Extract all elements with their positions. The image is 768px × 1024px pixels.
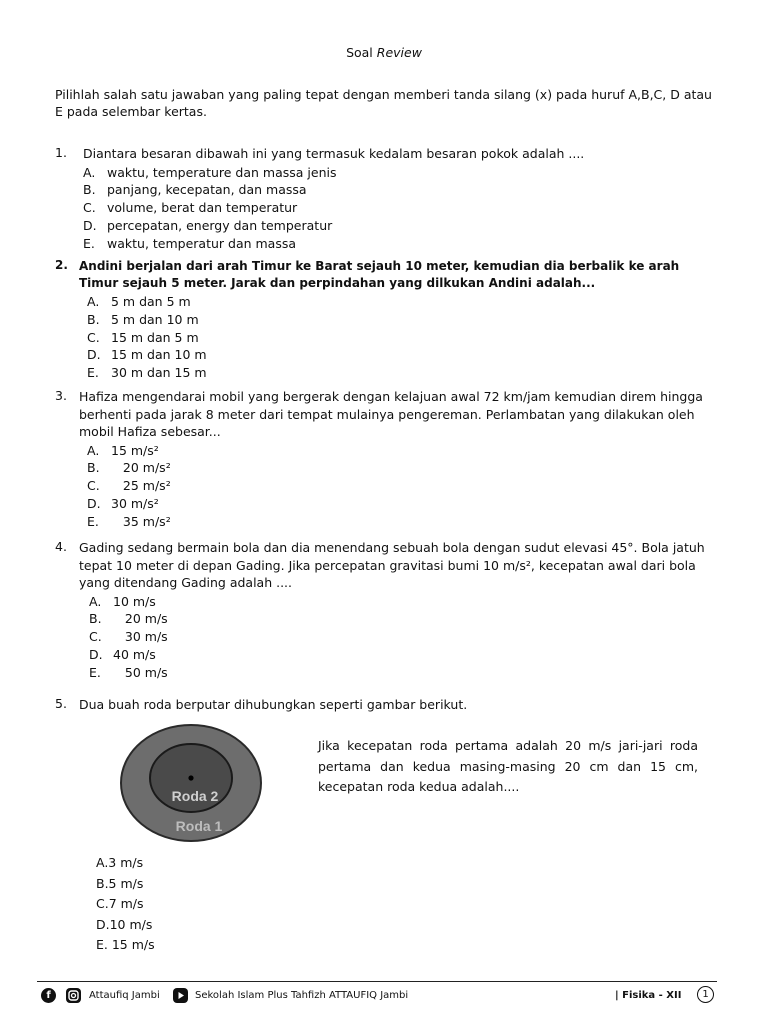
question-stem: Gading sedang bermain bola dan dia menendang sebuah bola dengan sudut elevasi 45°. Bola jatuh tepat 10 meter di depan Gading. Jika percepatan gravitasi bumi 10 m/s², kecepatan awal dari bola yang ditendang Gading adalah .... (79, 540, 705, 590)
answer-option: E. 15 m/s (96, 937, 155, 952)
answer-option: A. 10 m/s (89, 593, 156, 609)
answer-options (87, 293, 715, 382)
answer-option: B. panjang, kecepatan, dan massa (83, 182, 307, 198)
answer-option: D. 15 m dan 10 m (87, 347, 207, 363)
subject-label: | Fisika - XII (615, 990, 682, 1001)
answer-option: A.3 m/s (96, 855, 144, 870)
question-stem: Diantara besaran dibawah ini yang termasuk kedalam besaran pokok adalah .... (83, 146, 585, 161)
center-dot (188, 775, 193, 780)
question-3 (55, 388, 715, 530)
answer-option: D. percepatan, energy dan temperatur (83, 217, 333, 233)
page-number: 1 (697, 986, 714, 1003)
answer-options (87, 442, 715, 531)
answer-option: D. 40 m/s (89, 646, 156, 662)
answer-option: E. 50 m/s (89, 664, 168, 680)
youtube-icon (173, 988, 188, 1003)
instructions: Pilihlah salah satu jawaban yang paling tepat dengan memberi tanda silang (x) pada huruf A,B,C, D atau E pada selembar kertas. (55, 87, 712, 119)
answer-option: E. 30 m dan 15 m (87, 365, 207, 381)
answer-option: C. 30 m/s (89, 629, 168, 645)
footer (37, 986, 717, 1008)
question-number: 2. (55, 258, 68, 272)
question-number: 1. (55, 145, 67, 160)
question-number: 3. (55, 388, 67, 403)
answer-option: D.10 m/s (96, 916, 153, 932)
answer-option: D. 30 m/s² (87, 495, 159, 511)
question-stem: Hafiza mengendarai mobil yang bergerak dengan kelajuan awal 72 km/jam kemudian direm hingga berhenti pada jarak 8 meter dari tempat mulainya pengereman. Perlambatan yang dilakukan oleh mobil Hafiza sebesar... (79, 389, 703, 439)
answer-option: B. 20 m/s (89, 611, 168, 627)
social-name: Attaufiq Jambi (89, 990, 160, 1001)
question-5-description: Jika kecepatan roda pertama adalah 20 m/s jari-jari roda pertama dan kedua masing-masing 20 cm dan 15 cm, kecepatan roda kedua adalah.... (318, 738, 698, 794)
answer-option: B.5 m/s (96, 875, 144, 891)
wheel-2-label: Roda 2 (171, 788, 219, 804)
wheel-figure (118, 720, 268, 845)
footer-divider (37, 981, 717, 982)
page-title: Soal Review (346, 45, 422, 60)
answer-option: E. 35 m/s² (87, 513, 171, 529)
answer-options (89, 593, 715, 682)
question-2 (55, 258, 715, 382)
instagram-icon (66, 988, 81, 1003)
answer-option: B. 20 m/s² (87, 460, 171, 476)
question-number: 4. (55, 539, 67, 554)
answer-option: C. 15 m dan 5 m (87, 329, 199, 345)
answer-option: E. waktu, temperatur dan massa (83, 235, 297, 251)
answer-option: A. 5 m dan 5 m (87, 294, 191, 309)
question-5 (55, 696, 715, 714)
question-number: 5. (55, 696, 67, 711)
answer-option: A. 15 m/s² (87, 442, 159, 458)
answer-option: C. volume, berat dan temperatur (83, 200, 298, 216)
school-name: Sekolah Islam Plus Tahfizh ATTAUFIQ Jambi (195, 990, 409, 1001)
facebook-icon: f (41, 988, 56, 1003)
wheel-1-label: Roda 1 (175, 818, 223, 834)
answer-option: C. 25 m/s² (87, 478, 171, 494)
question-1 (55, 145, 715, 252)
question-stem: Andini berjalan dari arah Timur ke Barat sejauh 10 meter, kemudian dia berbalik ke arah Timur sejauh 5 meter. Jarak dan perpindahan yang dilkukan Andini adalah... (79, 259, 680, 290)
question-stem: Dua buah roda berputar dihubungkan seperti gambar berikut. (79, 697, 468, 712)
answer-option: C.7 m/s (96, 896, 144, 911)
page-title-emphasis: Review (376, 45, 422, 60)
answer-options (96, 853, 155, 956)
answer-option: A. waktu, temperature dan massa jenis (83, 164, 337, 180)
answer-option: B. 5 m dan 10 m (87, 311, 199, 327)
question-4 (55, 539, 715, 681)
answer-options (83, 164, 715, 253)
